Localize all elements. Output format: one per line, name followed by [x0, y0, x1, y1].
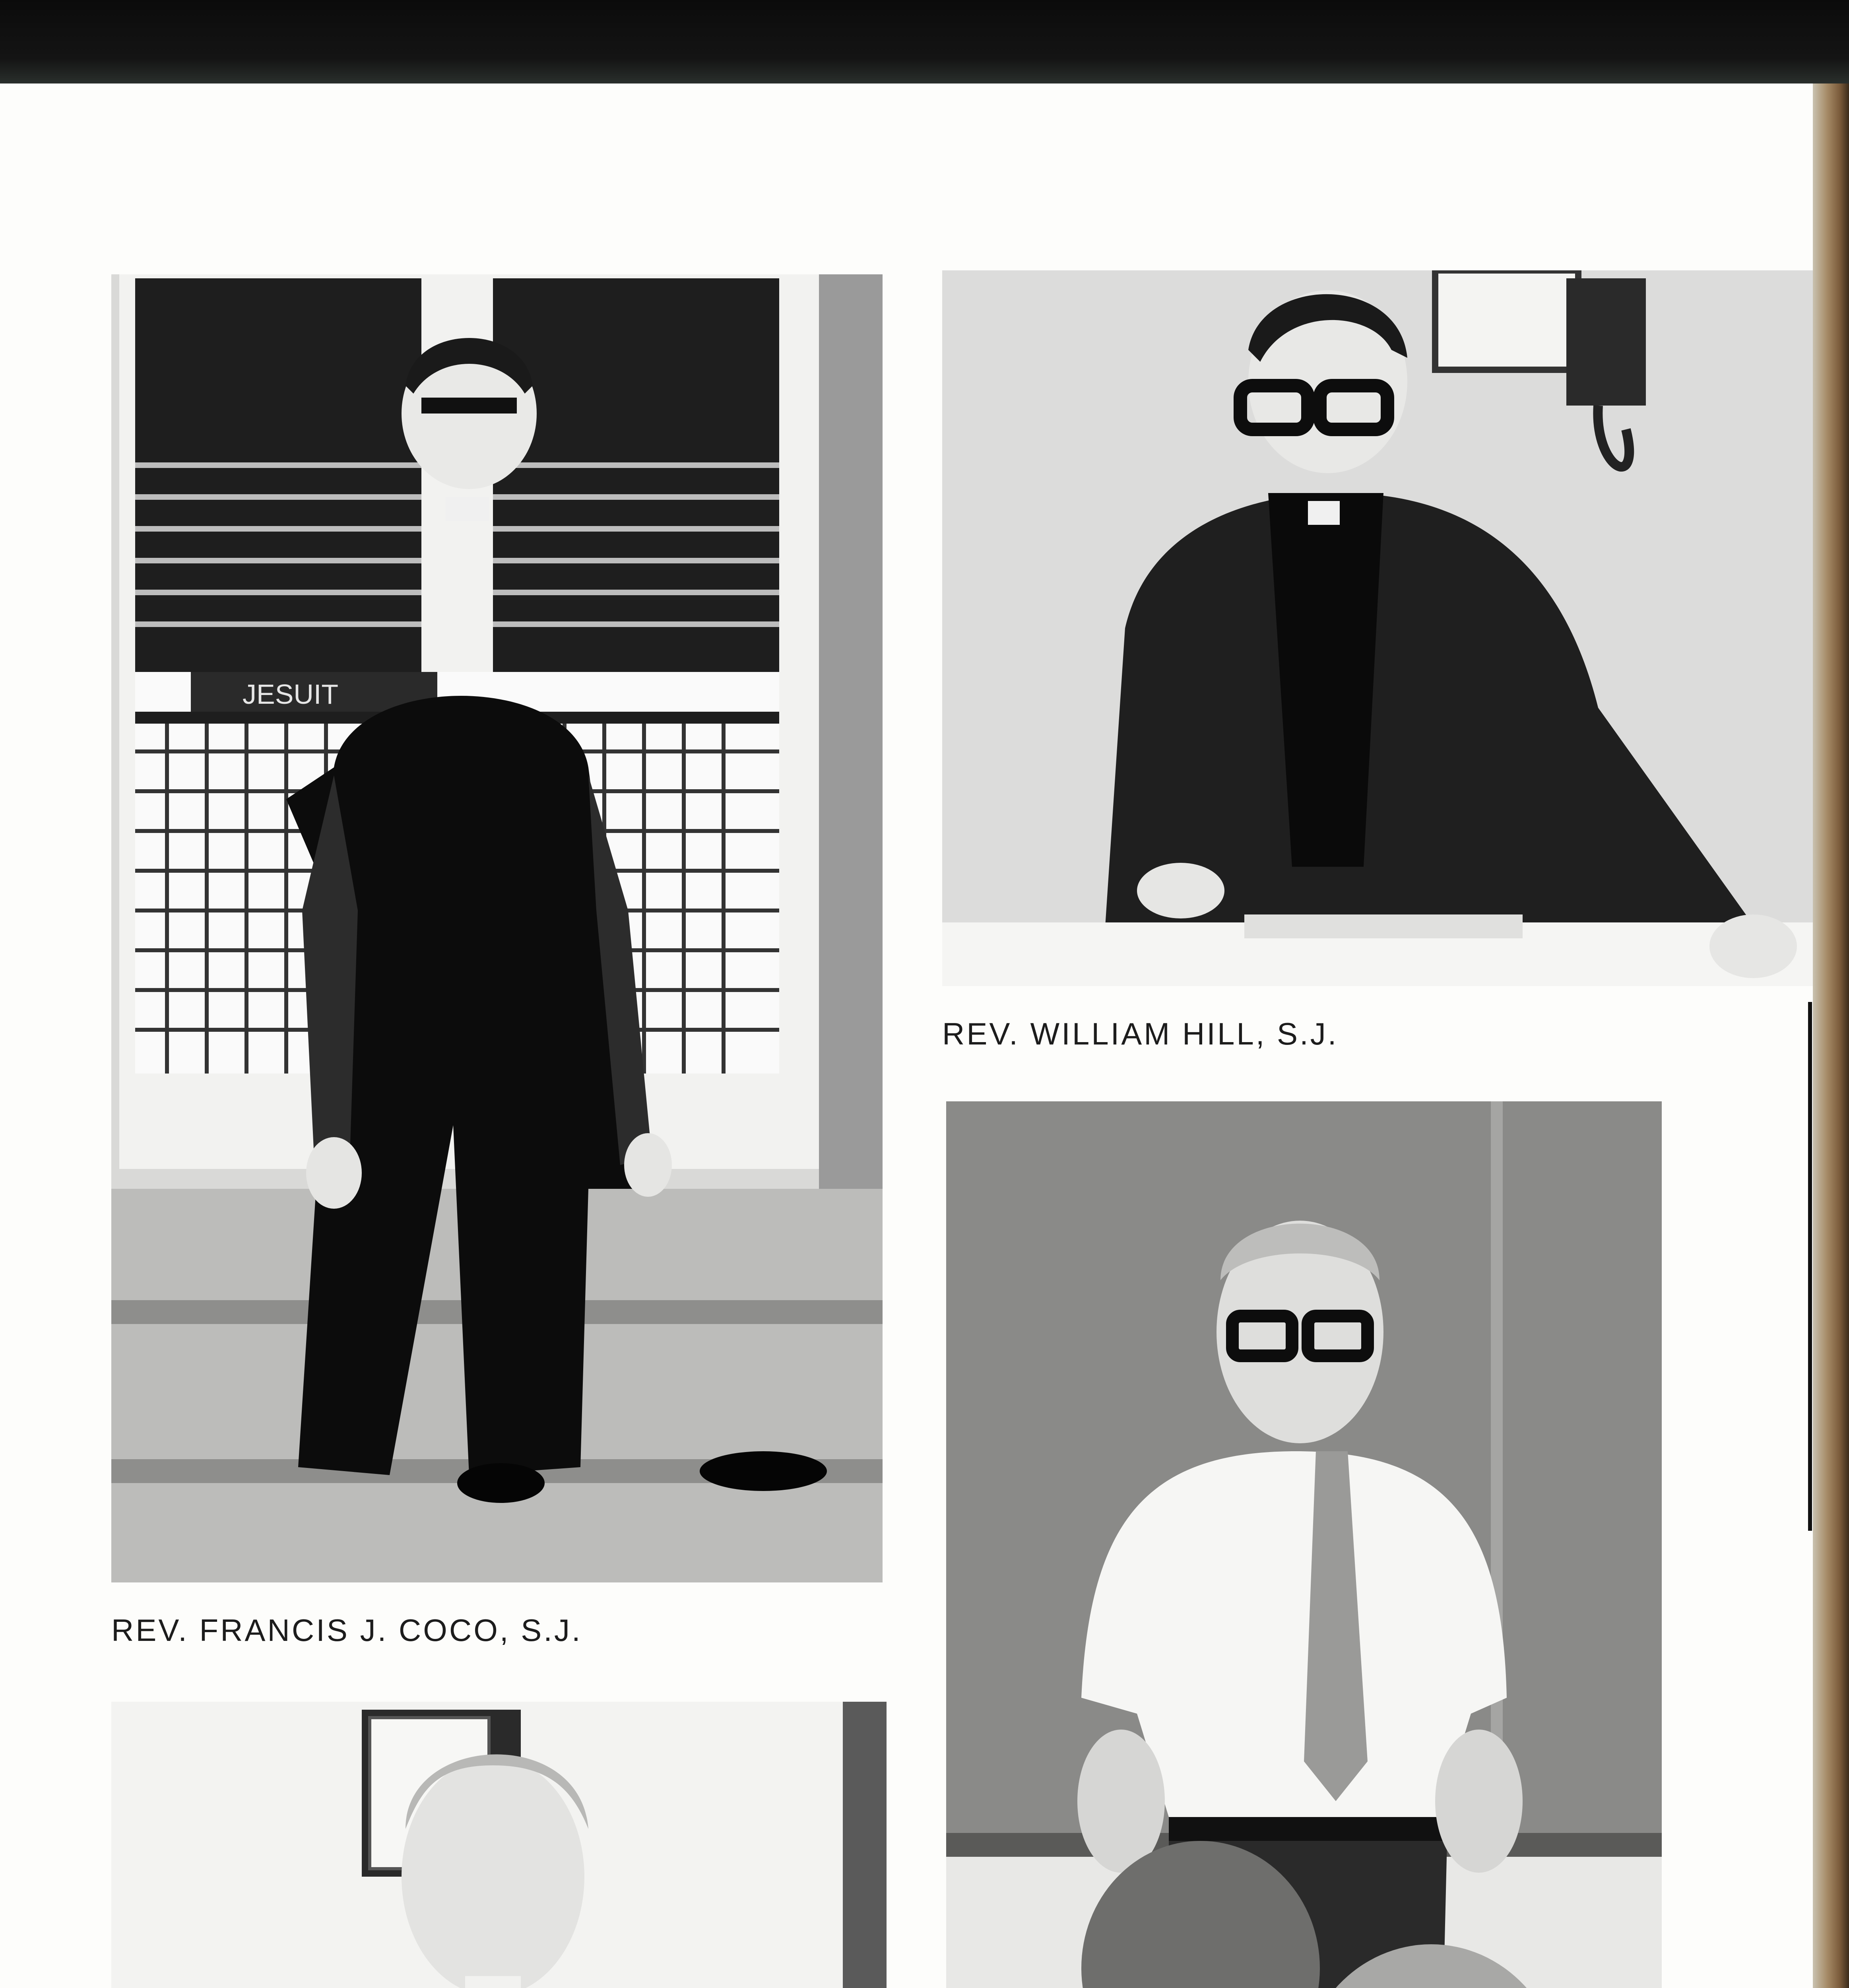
caption-william-hill: REV. WILLIAM HILL, S.J. — [942, 1016, 1339, 1051]
page-edge-binding — [1813, 83, 1849, 1988]
photo-menard — [946, 1101, 1662, 1988]
page-margin-rule — [1808, 1002, 1812, 1531]
photo-barfield — [111, 1702, 887, 1988]
caption-francis-coco: REV. FRANCIS J. COCO, S.J. — [111, 1613, 582, 1648]
door-sign-text: JESUIT — [243, 679, 339, 710]
photo-coco — [111, 274, 883, 1582]
photo-hill — [942, 270, 1813, 986]
scan-top-shadow — [0, 0, 1849, 83]
